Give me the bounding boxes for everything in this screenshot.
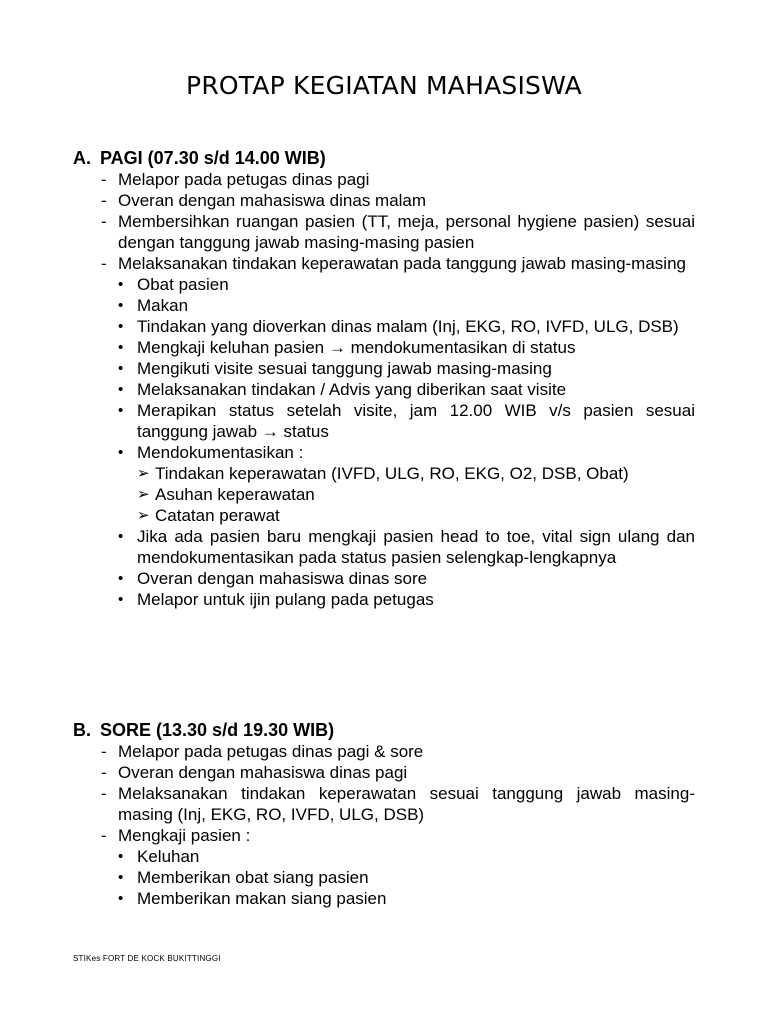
item-text: Mengkaji pasien : — [118, 826, 251, 845]
dash-marker: - — [101, 826, 107, 845]
list-item — [73, 568, 695, 589]
item-text: Melapor pada petugas dinas pagi & sore — [118, 742, 424, 761]
list-item — [73, 316, 695, 337]
dash-marker: - — [101, 170, 107, 189]
bullet-icon: • — [118, 528, 124, 545]
bullet-icon: • — [118, 276, 124, 293]
list-item — [73, 379, 695, 400]
dash-marker: - — [101, 254, 107, 273]
item-text: Mendokumentasikan : — [137, 443, 304, 462]
arrow-bullet-icon: ➢ — [137, 486, 150, 503]
section-letter: A. — [73, 148, 91, 168]
item-text: Memberikan obat siang pasien — [137, 868, 369, 887]
item-text: Melapor untuk ijin pulang pada petugas — [137, 590, 434, 609]
item-text: Mengkaji keluhan pasien → mendokumentasikan di status — [137, 338, 576, 357]
item-text: Melapor pada petugas dinas pagi — [118, 170, 370, 189]
list-item — [73, 825, 695, 846]
item-text: Makan — [137, 296, 189, 315]
dash-marker: - — [101, 784, 107, 803]
dash-marker: - — [101, 763, 107, 782]
bullet-icon: • — [118, 848, 124, 865]
item-text: Mengikuti visite sesuai tanggung jawab masing-masing — [137, 359, 552, 378]
list-item — [73, 762, 695, 783]
dash-marker: - — [101, 212, 107, 231]
list-item — [73, 337, 695, 358]
list-item — [73, 442, 695, 463]
list-item — [73, 867, 695, 888]
bullet-icon: • — [118, 402, 124, 419]
bullet-icon: • — [118, 869, 124, 886]
bullet-icon: • — [118, 360, 124, 377]
item-text: Tindakan yang dioverkan dinas malam (Inj, EKG, RO, IVFD, ULG, DSB) — [137, 317, 679, 336]
list-item — [73, 888, 695, 909]
list-item — [73, 253, 695, 274]
item-text: Jika ada pasien baru mengkaji pasien head to toe, vital sign ulang dan mendokumentasikan pada status pasien selengkap-lengkapnya — [137, 527, 695, 567]
section-title: SORE (13.30 s/d 19.30 WIB) — [100, 720, 335, 740]
list-item — [73, 526, 695, 568]
bullet-icon: • — [118, 890, 124, 907]
footer-text: STIKes FORT DE KOCK BUKITTINGGI — [73, 954, 221, 963]
item-text: Memberikan makan siang pasien — [137, 889, 387, 908]
list-item — [73, 846, 695, 867]
list-item — [73, 741, 695, 762]
section-pagi — [73, 147, 695, 610]
bullet-icon: • — [118, 297, 124, 314]
bullet-icon: • — [118, 591, 124, 608]
list-item — [73, 484, 695, 505]
list-item — [73, 358, 695, 379]
item-text: Melaksanakan tindakan keperawatan sesuai tanggung jawab masing-masing (Inj, EKG, RO, IVFD, ULG, DSB) — [118, 784, 695, 824]
item-text: Overan dengan mahasiswa dinas pagi — [118, 763, 408, 782]
item-text: Merapikan status setelah visite, jam 12.00 WIB v/s pasien sesuai tanggung jawab → status — [137, 401, 695, 441]
list-item — [73, 589, 695, 610]
list-item — [73, 190, 695, 211]
arrow-bullet-icon: ➢ — [137, 507, 150, 524]
list-item — [73, 295, 695, 316]
bullet-icon: • — [118, 570, 124, 587]
dash-marker: - — [101, 742, 107, 761]
item-text: Membersihkan ruangan pasien (TT, meja, personal hygiene pasien) sesuai dengan tanggung jawab masing-masing pasien — [118, 212, 695, 252]
item-text: Overan dengan mahasiswa dinas malam — [118, 191, 427, 210]
dash-marker: - — [101, 191, 107, 210]
section-sore — [73, 719, 695, 909]
item-text: Overan dengan mahasiswa dinas sore — [137, 569, 428, 588]
document-title: PROTAP KEGIATAN MAHASISWA — [186, 71, 582, 100]
section-letter: B. — [73, 720, 91, 740]
bullet-icon: • — [118, 318, 124, 335]
bullet-icon: • — [118, 339, 124, 356]
list-item — [73, 505, 695, 526]
bullet-icon: • — [118, 444, 124, 461]
item-text: Melaksanakan tindakan / Advis yang diberikan saat visite — [137, 380, 567, 399]
section-heading — [73, 719, 695, 741]
item-text: Tindakan keperawatan (IVFD, ULG, RO, EKG, O2, DSB, Obat) — [155, 464, 629, 483]
list-item — [73, 783, 695, 825]
list-item — [73, 211, 695, 253]
section-title: PAGI (07.30 s/d 14.00 WIB) — [100, 148, 326, 168]
list-item — [73, 400, 695, 442]
section-heading — [73, 147, 695, 169]
item-text: Keluhan — [137, 847, 200, 866]
list-item — [73, 169, 695, 190]
item-text: Melaksanakan tindakan keperawatan pada tanggung jawab masing-masing — [118, 254, 686, 273]
arrow-bullet-icon: ➢ — [137, 465, 150, 482]
list-item — [73, 274, 695, 295]
item-text: Catatan perawat — [155, 506, 280, 525]
list-item — [73, 463, 695, 484]
bullet-icon: • — [118, 381, 124, 398]
item-text: Obat pasien — [137, 275, 229, 294]
item-text: Asuhan keperawatan — [155, 485, 315, 504]
